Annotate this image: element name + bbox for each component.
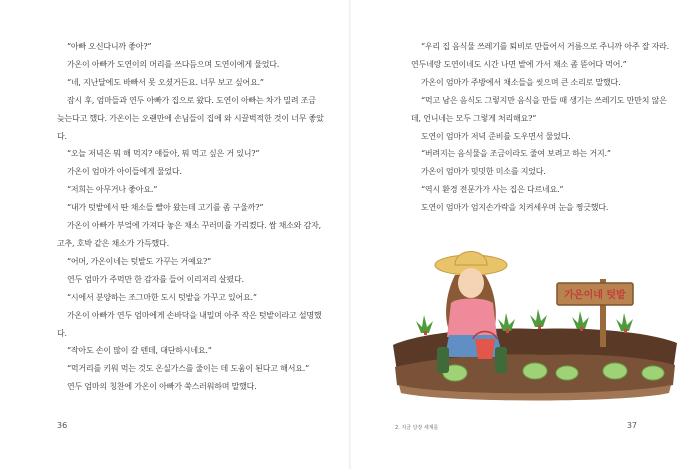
right-page-text (411, 38, 673, 217)
page-number-right: 37 (626, 421, 637, 430)
paragraph: 연두 엄마의 칭찬에 가온이 아빠가 쑥스러워하며 말했다. (67, 382, 257, 392)
paragraph: “우리 집 음식물 쓰레기를 퇴비로 만들어서 거름으로 주니까 아주 잘 자라. 연두네랑 도연이네도 시간 나면 밭에 가서 채소 좀 뜯어다 먹어.” (411, 42, 669, 69)
boot-icon (495, 347, 507, 373)
paragraph: “먹거리를 키워 먹는 것도 온실가스를 줄이는 데 도움이 된다고 해서요.” (67, 364, 309, 374)
paragraph: 가온이 엄마가 주방에서 채소들을 씻으며 큰 소리로 말했다. (421, 77, 621, 87)
paragraph: “어머, 가온이네는 텃밭도 가꾸는 거예요?” (67, 256, 212, 266)
paragraph: 가온이 엄마가 밋밋한 미소를 지었다. (421, 167, 546, 177)
paragraph: 도연이 엄마가 엄지손가락을 치켜세우며 눈을 찡긋했다. (421, 203, 609, 213)
paragraph: 가온이 아빠가 연두 엄마에게 손바닥을 내밀며 아주 작은 텃밭이라고 설명했다. (57, 310, 322, 338)
girl-gardener (435, 252, 507, 374)
left-page-text (57, 38, 325, 396)
paragraph: 연두 엄마가 주먹만 한 감자를 들어 이리저리 살폈다. (67, 274, 244, 284)
garden-illustration (385, 235, 685, 405)
bucket-icon (475, 339, 495, 359)
paragraph: 가온이 엄마가 아이들에게 물었다. (67, 167, 182, 177)
paragraph: “먹고 남은 음식도 그렇지만 음식을 만들 때 생기는 쓰레기도 만만치 않은데, 언니네는 모두 그렇게 처리해요?” (411, 95, 667, 123)
paragraph: 도연이 엄마가 저녁 준비를 도우면서 물었다. (421, 131, 571, 141)
running-head: 2. 지금 당장 세계를 (395, 425, 439, 431)
paragraph: “아빠 오신다니까 좋아?” (67, 42, 152, 51)
paragraph: 잠시 후, 엄마들과 연두 아빠가 집으로 왔다. 도연이 아빠는 차가 밀려 조금 늦는다고 했다. 가온이는 오랜만에 손님들이 집에 와 시끌벅적한 것이 너무 좋았다. (57, 95, 324, 141)
paragraph: “시에서 분양하는 조그마한 도시 텃밭을 가꾸고 있어요.” (67, 292, 257, 302)
paragraph: “오늘 저녁은 뭐 해 먹지? 얘들아, 뭐 먹고 싶은 거 있니?” (67, 149, 260, 159)
boot-icon (437, 347, 449, 373)
paragraph: 가온이 아빠가 도연이의 머리를 쓰다듬으며 도연이에게 물었다. (67, 59, 280, 69)
paragraph: “네, 지난달에도 바빠서 못 오셨거든요. 너무 보고 싶어요.” (67, 77, 264, 87)
paragraph: 가온이 아빠가 부엌에 가져다 놓은 채소 꾸러미를 가리켰다. 쌈 채소와 감자, 고추, 호박 같은 채소가 가득했다. (57, 221, 321, 248)
paragraph: “작아도 손이 많이 갈 텐데, 대단하시네요.” (67, 346, 212, 356)
paragraph: “버려지는 음식물을 조금이라도 줄여 보려고 하는 거지.” (421, 149, 611, 159)
paragraph: “역시 환경 전문가가 사는 집은 다르네요.” (421, 185, 564, 195)
sign-text: 가온이네 텃밭 (564, 290, 626, 301)
page-number-left: 36 (57, 421, 68, 430)
paragraph: “내가 텃밭에서 딴 채소들 빨아 왔는데 고기를 좀 구울까?” (67, 203, 264, 213)
paragraph: “저희는 아무거나 좋아요.” (67, 185, 158, 195)
